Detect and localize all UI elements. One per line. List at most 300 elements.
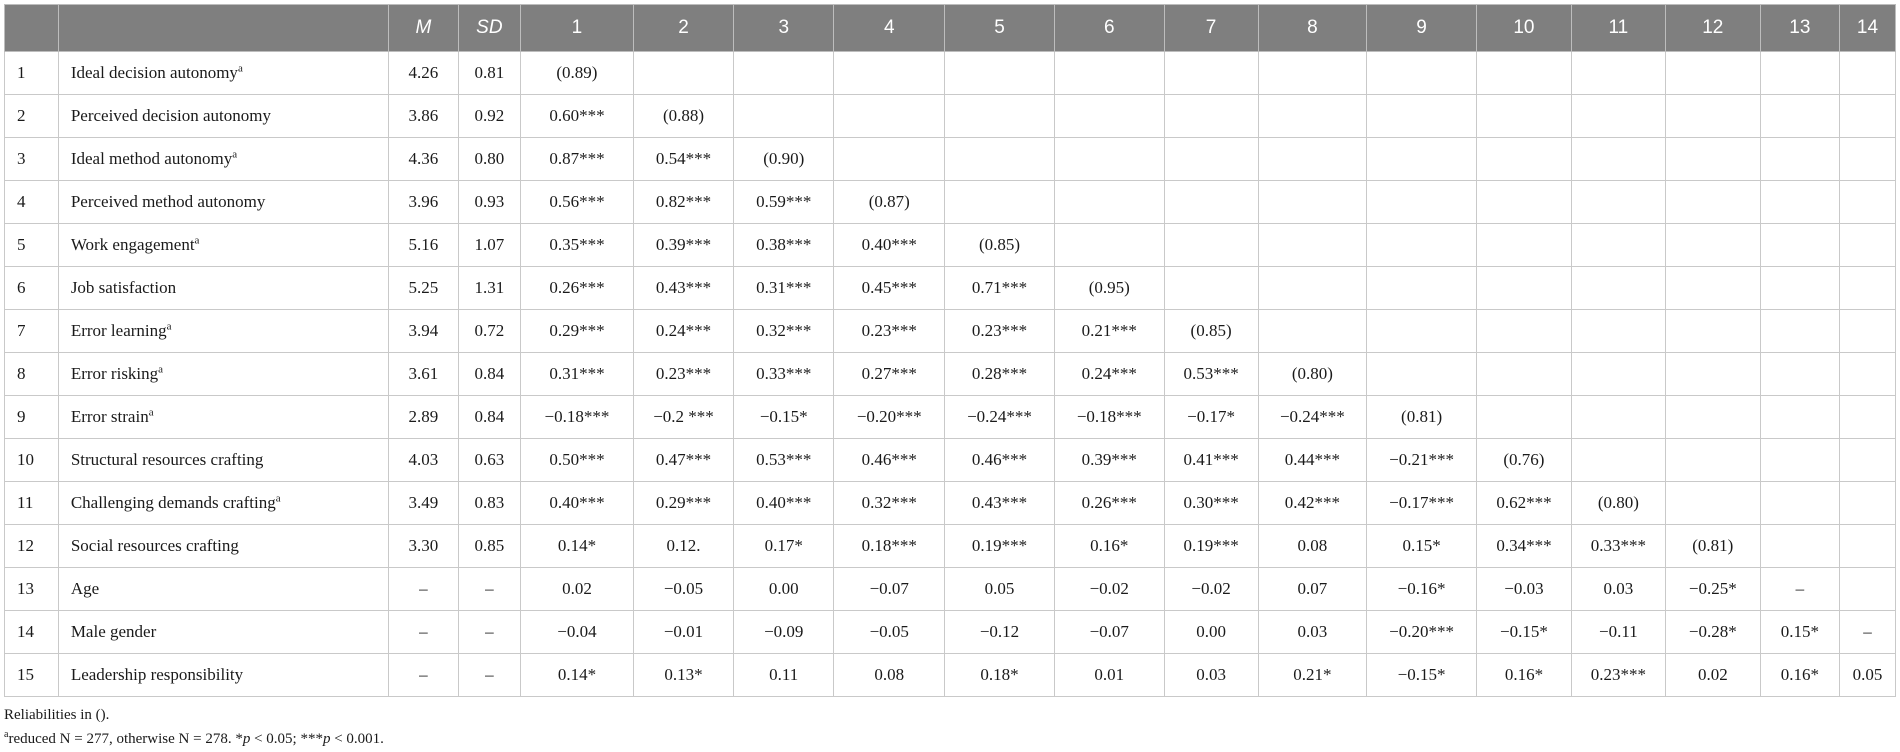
correlation-cell bbox=[1367, 310, 1477, 353]
header-row bbox=[5, 5, 1896, 52]
mean-cell: 4.36 bbox=[389, 138, 459, 181]
correlation-cell: −0.21*** bbox=[1367, 439, 1477, 482]
correlation-cell: (0.88) bbox=[633, 95, 733, 138]
mean-cell: 3.94 bbox=[389, 310, 459, 353]
correlation-cell bbox=[1054, 95, 1164, 138]
sd-cell: 0.93 bbox=[458, 181, 520, 224]
correlation-cell bbox=[1571, 396, 1665, 439]
correlation-cell bbox=[1367, 267, 1477, 310]
variable-name bbox=[58, 568, 388, 611]
correlation-cell bbox=[1476, 396, 1571, 439]
table-row bbox=[5, 138, 1896, 181]
correlation-cell: 0.31*** bbox=[734, 267, 834, 310]
sd-cell: 0.84 bbox=[458, 353, 520, 396]
correlation-cell: 0.07 bbox=[1258, 568, 1367, 611]
correlation-cell bbox=[1571, 439, 1665, 482]
table-row bbox=[5, 353, 1896, 396]
footnote-marker: a bbox=[158, 363, 164, 376]
correlation-cell: 0.24*** bbox=[1054, 353, 1164, 396]
table-row bbox=[5, 396, 1896, 439]
correlation-cell bbox=[1571, 138, 1665, 181]
correlation-cell: 0.44*** bbox=[1258, 439, 1367, 482]
row-index: 3 bbox=[5, 138, 59, 181]
correlation-cell bbox=[1367, 353, 1477, 396]
correlation-cell: 0.15* bbox=[1367, 525, 1477, 568]
variable-name bbox=[58, 439, 388, 482]
correlation-cell bbox=[1476, 267, 1571, 310]
column-header: 6 bbox=[1054, 5, 1164, 52]
correlation-cell: 0.71*** bbox=[945, 267, 1055, 310]
sd-cell: 0.83 bbox=[458, 482, 520, 525]
correlation-cell bbox=[1367, 181, 1477, 224]
table-row bbox=[5, 310, 1896, 353]
correlation-cell bbox=[1665, 396, 1760, 439]
correlation-cell bbox=[1476, 181, 1571, 224]
correlation-cell: (0.95) bbox=[1054, 267, 1164, 310]
correlation-cell: −0.01 bbox=[633, 611, 733, 654]
mean-cell: – bbox=[389, 654, 459, 697]
correlation-cell: 0.39*** bbox=[1054, 439, 1164, 482]
correlation-cell: 0.60*** bbox=[520, 95, 633, 138]
correlation-cell: 0.32*** bbox=[734, 310, 834, 353]
correlation-cell: −0.07 bbox=[1054, 611, 1164, 654]
correlation-cell: (0.81) bbox=[1367, 396, 1477, 439]
row-index: 2 bbox=[5, 95, 59, 138]
correlation-cell: 0.03 bbox=[1258, 611, 1367, 654]
correlation-cell: −0.12 bbox=[945, 611, 1055, 654]
note-superscript: a bbox=[4, 729, 9, 740]
row-index: 11 bbox=[5, 482, 59, 525]
correlation-cell bbox=[1760, 138, 1839, 181]
correlation-cell: 0.14* bbox=[520, 654, 633, 697]
column-header: 12 bbox=[1665, 5, 1760, 52]
note-sample-size bbox=[4, 727, 1896, 751]
correlation-cell: −0.05 bbox=[633, 568, 733, 611]
correlation-cell: 0.23*** bbox=[1571, 654, 1665, 697]
row-index: 4 bbox=[5, 181, 59, 224]
correlation-cell: −0.17*** bbox=[1367, 482, 1477, 525]
correlation-cell: 0.24*** bbox=[633, 310, 733, 353]
correlation-cell: −0.2 *** bbox=[633, 396, 733, 439]
table-row bbox=[5, 525, 1896, 568]
correlation-cell: 0.29*** bbox=[520, 310, 633, 353]
correlation-cell bbox=[1839, 267, 1895, 310]
correlation-cell: 0.43*** bbox=[633, 267, 733, 310]
variable-label: Error risking bbox=[70, 364, 159, 383]
variable-label: Ideal method autonomy bbox=[70, 149, 233, 168]
correlation-cell bbox=[734, 95, 834, 138]
correlation-cell bbox=[834, 52, 945, 95]
mean-cell: 4.03 bbox=[389, 439, 459, 482]
correlation-cell bbox=[834, 138, 945, 181]
variable-name bbox=[58, 181, 388, 224]
correlation-cell: 0.23*** bbox=[834, 310, 945, 353]
correlation-cell bbox=[1258, 267, 1367, 310]
correlation-cell: 0.38*** bbox=[734, 224, 834, 267]
correlation-cell bbox=[1476, 52, 1571, 95]
table-row bbox=[5, 654, 1896, 697]
correlation-cell bbox=[1054, 224, 1164, 267]
correlation-cell: 0.08 bbox=[834, 654, 945, 697]
table-row bbox=[5, 611, 1896, 654]
correlation-cell: 0.16* bbox=[1476, 654, 1571, 697]
mean-cell: 3.96 bbox=[389, 181, 459, 224]
column-header: 8 bbox=[1258, 5, 1367, 52]
row-index: 9 bbox=[5, 396, 59, 439]
mean-cell: 3.30 bbox=[389, 525, 459, 568]
row-index: 6 bbox=[5, 267, 59, 310]
correlation-cell bbox=[1760, 95, 1839, 138]
mean-cell: – bbox=[389, 611, 459, 654]
column-header: 4 bbox=[834, 5, 945, 52]
variable-label: Work engagement bbox=[70, 235, 195, 254]
correlation-cell bbox=[1839, 439, 1895, 482]
variable-label: Error strain bbox=[70, 407, 149, 426]
correlation-cell bbox=[1839, 482, 1895, 525]
correlation-cell: 0.02 bbox=[520, 568, 633, 611]
correlation-cell: 0.13* bbox=[633, 654, 733, 697]
correlation-cell: 0.56*** bbox=[520, 181, 633, 224]
correlation-cell bbox=[1476, 138, 1571, 181]
correlation-cell bbox=[1164, 52, 1258, 95]
correlation-cell bbox=[1839, 181, 1895, 224]
column-header bbox=[58, 5, 388, 52]
correlation-cell bbox=[1839, 396, 1895, 439]
mean-cell: 4.26 bbox=[389, 52, 459, 95]
correlation-cell: 0.05 bbox=[1839, 654, 1895, 697]
correlation-cell bbox=[1760, 482, 1839, 525]
correlation-cell bbox=[1164, 181, 1258, 224]
variable-name bbox=[58, 52, 388, 95]
sd-cell: – bbox=[458, 611, 520, 654]
table-row bbox=[5, 52, 1896, 95]
correlation-cell: 0.26*** bbox=[520, 267, 633, 310]
correlation-cell: 0.34*** bbox=[1476, 525, 1571, 568]
variable-label: Perceived decision autonomy bbox=[70, 106, 271, 125]
correlation-cell: 0.03 bbox=[1164, 654, 1258, 697]
correlation-cell: 0.40*** bbox=[734, 482, 834, 525]
correlation-cell bbox=[1665, 482, 1760, 525]
sd-cell: 0.80 bbox=[458, 138, 520, 181]
row-index: 12 bbox=[5, 525, 59, 568]
correlation-cell: −0.03 bbox=[1476, 568, 1571, 611]
correlation-cell bbox=[1054, 181, 1164, 224]
column-header: 10 bbox=[1476, 5, 1571, 52]
variable-label: Leadership responsibility bbox=[70, 665, 244, 684]
footnote-marker: a bbox=[166, 320, 172, 333]
mean-cell: 2.89 bbox=[389, 396, 459, 439]
row-index: 8 bbox=[5, 353, 59, 396]
note-text-c: < 0.001. bbox=[330, 731, 384, 747]
correlation-cell: (0.90) bbox=[734, 138, 834, 181]
correlation-cell: −0.02 bbox=[1054, 568, 1164, 611]
row-index: 10 bbox=[5, 439, 59, 482]
column-header bbox=[5, 5, 59, 52]
correlation-cell bbox=[1164, 267, 1258, 310]
correlation-cell bbox=[1258, 138, 1367, 181]
correlation-cell: 0.35*** bbox=[520, 224, 633, 267]
correlation-cell: −0.04 bbox=[520, 611, 633, 654]
correlation-cell: −0.28* bbox=[1665, 611, 1760, 654]
correlation-cell: 0.41*** bbox=[1164, 439, 1258, 482]
correlation-cell: 0.33*** bbox=[734, 353, 834, 396]
table-row bbox=[5, 181, 1896, 224]
correlation-cell: 0.45*** bbox=[834, 267, 945, 310]
note-text-b: < 0.05; *** bbox=[250, 731, 323, 747]
variable-name bbox=[58, 396, 388, 439]
mean-cell: – bbox=[389, 568, 459, 611]
correlation-cell bbox=[1571, 310, 1665, 353]
correlation-cell: −0.24*** bbox=[945, 396, 1055, 439]
variable-label: Error learning bbox=[70, 321, 167, 340]
row-index: 1 bbox=[5, 52, 59, 95]
correlation-cell bbox=[1760, 181, 1839, 224]
correlation-cell bbox=[1839, 310, 1895, 353]
correlation-cell: 0.42*** bbox=[1258, 482, 1367, 525]
correlation-cell: – bbox=[1760, 568, 1839, 611]
correlation-cell bbox=[1476, 353, 1571, 396]
correlation-cell: (0.81) bbox=[1665, 525, 1760, 568]
correlation-cell bbox=[1760, 267, 1839, 310]
correlation-cell: −0.11 bbox=[1571, 611, 1665, 654]
correlation-cell bbox=[1367, 95, 1477, 138]
correlation-cell bbox=[1571, 95, 1665, 138]
correlation-cell bbox=[1164, 224, 1258, 267]
mean-cell: 3.86 bbox=[389, 95, 459, 138]
correlation-cell: 0.01 bbox=[1054, 654, 1164, 697]
variable-name bbox=[58, 267, 388, 310]
table-container bbox=[4, 4, 1896, 751]
table-notes bbox=[4, 703, 1896, 751]
correlation-cell: 0.05 bbox=[945, 568, 1055, 611]
correlation-cell bbox=[1258, 310, 1367, 353]
correlation-cell bbox=[734, 52, 834, 95]
correlation-cell bbox=[1164, 138, 1258, 181]
row-index: 7 bbox=[5, 310, 59, 353]
correlation-cell: 0.28*** bbox=[945, 353, 1055, 396]
correlation-cell bbox=[1665, 52, 1760, 95]
correlation-cell bbox=[1258, 181, 1367, 224]
correlation-cell: −0.18*** bbox=[520, 396, 633, 439]
variable-name bbox=[58, 482, 388, 525]
variable-name bbox=[58, 138, 388, 181]
footnote-marker: a bbox=[148, 406, 154, 419]
table-row bbox=[5, 568, 1896, 611]
correlation-cell: (0.89) bbox=[520, 52, 633, 95]
correlation-cell: 0.23*** bbox=[633, 353, 733, 396]
variable-name bbox=[58, 95, 388, 138]
correlation-cell bbox=[1476, 224, 1571, 267]
sd-cell: 0.72 bbox=[458, 310, 520, 353]
correlation-cell bbox=[1760, 396, 1839, 439]
correlation-cell bbox=[945, 52, 1055, 95]
column-header: 5 bbox=[945, 5, 1055, 52]
sd-cell: 0.81 bbox=[458, 52, 520, 95]
correlation-cell: 0.02 bbox=[1665, 654, 1760, 697]
correlation-cell bbox=[1760, 52, 1839, 95]
table-row bbox=[5, 224, 1896, 267]
correlation-cell bbox=[1760, 310, 1839, 353]
mean-cell: 5.25 bbox=[389, 267, 459, 310]
correlation-cell bbox=[1665, 138, 1760, 181]
correlation-cell: 0.59*** bbox=[734, 181, 834, 224]
row-index: 15 bbox=[5, 654, 59, 697]
correlation-cell: 0.53*** bbox=[734, 439, 834, 482]
correlation-cell bbox=[1665, 310, 1760, 353]
mean-cell: 5.16 bbox=[389, 224, 459, 267]
correlation-cell: (0.87) bbox=[834, 181, 945, 224]
correlation-cell bbox=[1839, 568, 1895, 611]
note-reliabilities: Reliabilities in (). bbox=[4, 707, 110, 723]
mean-cell: 3.61 bbox=[389, 353, 459, 396]
row-index: 5 bbox=[5, 224, 59, 267]
correlation-cell: 0.16* bbox=[1760, 654, 1839, 697]
variable-name bbox=[58, 525, 388, 568]
correlation-cell: 0.27*** bbox=[834, 353, 945, 396]
correlation-cell: −0.05 bbox=[834, 611, 945, 654]
correlation-cell: 0.46*** bbox=[945, 439, 1055, 482]
table-row bbox=[5, 482, 1896, 525]
correlation-cell bbox=[1665, 181, 1760, 224]
sd-cell: 0.84 bbox=[458, 396, 520, 439]
correlation-cell bbox=[1367, 138, 1477, 181]
correlation-cell: 0.18* bbox=[945, 654, 1055, 697]
correlation-cell bbox=[1839, 52, 1895, 95]
correlation-cell bbox=[633, 52, 733, 95]
variable-label: Job satisfaction bbox=[70, 278, 177, 297]
column-header: 11 bbox=[1571, 5, 1665, 52]
correlation-cell: −0.20*** bbox=[1367, 611, 1477, 654]
correlation-cell: 0.21* bbox=[1258, 654, 1367, 697]
sd-cell: 0.92 bbox=[458, 95, 520, 138]
correlation-cell: 0.40*** bbox=[520, 482, 633, 525]
footnote-marker: a bbox=[237, 62, 243, 75]
correlation-cell: 0.16* bbox=[1054, 525, 1164, 568]
correlation-cell: −0.09 bbox=[734, 611, 834, 654]
correlation-cell: 0.12. bbox=[633, 525, 733, 568]
correlation-cell bbox=[1665, 439, 1760, 482]
table-row bbox=[5, 95, 1896, 138]
correlation-cell: 0.14* bbox=[520, 525, 633, 568]
correlation-cell bbox=[945, 95, 1055, 138]
correlation-cell bbox=[1839, 138, 1895, 181]
footnote-marker: a bbox=[194, 234, 200, 247]
correlation-cell bbox=[1571, 52, 1665, 95]
correlation-cell: (0.80) bbox=[1258, 353, 1367, 396]
correlation-cell bbox=[834, 95, 945, 138]
note-p-symbol: p bbox=[242, 731, 251, 747]
correlation-cell: 0.23*** bbox=[945, 310, 1055, 353]
correlation-cell bbox=[1839, 224, 1895, 267]
correlation-cell: −0.24*** bbox=[1258, 396, 1367, 439]
correlation-cell: 0.46*** bbox=[834, 439, 945, 482]
correlation-cell: (0.85) bbox=[1164, 310, 1258, 353]
correlation-cell: 0.39*** bbox=[633, 224, 733, 267]
column-header: 14 bbox=[1839, 5, 1895, 52]
correlation-table bbox=[4, 4, 1896, 697]
correlation-cell bbox=[1367, 224, 1477, 267]
variable-label: Male gender bbox=[70, 622, 157, 641]
correlation-cell bbox=[1760, 224, 1839, 267]
correlation-cell bbox=[1258, 52, 1367, 95]
note-text-a: reduced N = 277, otherwise N = 278. * bbox=[8, 731, 243, 747]
correlation-cell bbox=[1665, 267, 1760, 310]
correlation-cell bbox=[1760, 353, 1839, 396]
correlation-cell bbox=[1665, 95, 1760, 138]
variable-label: Social resources crafting bbox=[70, 536, 239, 555]
row-index: 14 bbox=[5, 611, 59, 654]
column-header: 13 bbox=[1760, 5, 1839, 52]
correlation-cell bbox=[1839, 353, 1895, 396]
correlation-cell bbox=[1571, 267, 1665, 310]
column-header: 3 bbox=[734, 5, 834, 52]
correlation-cell bbox=[1665, 353, 1760, 396]
correlation-cell: −0.15* bbox=[1476, 611, 1571, 654]
variable-name bbox=[58, 310, 388, 353]
variable-name bbox=[58, 611, 388, 654]
correlation-cell: 0.87*** bbox=[520, 138, 633, 181]
correlation-cell: −0.07 bbox=[834, 568, 945, 611]
correlation-cell bbox=[1367, 52, 1477, 95]
correlation-cell: (0.85) bbox=[945, 224, 1055, 267]
correlation-cell: 0.29*** bbox=[633, 482, 733, 525]
table-row bbox=[5, 267, 1896, 310]
correlation-cell: 0.21*** bbox=[1054, 310, 1164, 353]
correlation-cell: 0.47*** bbox=[633, 439, 733, 482]
correlation-cell bbox=[1164, 95, 1258, 138]
footnote-marker: a bbox=[275, 492, 281, 505]
correlation-cell: 0.54*** bbox=[633, 138, 733, 181]
column-header: 1 bbox=[520, 5, 633, 52]
row-index: 13 bbox=[5, 568, 59, 611]
correlation-cell: 0.30*** bbox=[1164, 482, 1258, 525]
correlation-cell: −0.25* bbox=[1665, 568, 1760, 611]
correlation-cell bbox=[945, 138, 1055, 181]
correlation-cell: (0.76) bbox=[1476, 439, 1571, 482]
correlation-cell: 0.43*** bbox=[945, 482, 1055, 525]
correlation-cell: 0.19*** bbox=[1164, 525, 1258, 568]
correlation-cell: 0.50*** bbox=[520, 439, 633, 482]
correlation-cell bbox=[945, 181, 1055, 224]
correlation-cell: – bbox=[1839, 611, 1895, 654]
correlation-cell: 0.53*** bbox=[1164, 353, 1258, 396]
correlation-cell: 0.31*** bbox=[520, 353, 633, 396]
variable-name bbox=[58, 353, 388, 396]
variable-label: Perceived method autonomy bbox=[70, 192, 266, 211]
footnote-marker: a bbox=[232, 148, 238, 161]
variable-name bbox=[58, 224, 388, 267]
sd-cell: – bbox=[458, 654, 520, 697]
correlation-cell: −0.20*** bbox=[834, 396, 945, 439]
correlation-cell bbox=[1476, 310, 1571, 353]
correlation-cell: 0.26*** bbox=[1054, 482, 1164, 525]
table-row bbox=[5, 439, 1896, 482]
variable-label: Ideal decision autonomy bbox=[70, 63, 238, 82]
correlation-cell bbox=[1571, 224, 1665, 267]
column-header: 9 bbox=[1367, 5, 1477, 52]
correlation-cell bbox=[1258, 95, 1367, 138]
correlation-cell: 0.82*** bbox=[633, 181, 733, 224]
correlation-cell bbox=[1839, 95, 1895, 138]
correlation-cell: 0.00 bbox=[734, 568, 834, 611]
column-header: M bbox=[389, 5, 459, 52]
correlation-cell bbox=[1258, 224, 1367, 267]
correlation-cell: (0.80) bbox=[1571, 482, 1665, 525]
variable-label: Structural resources crafting bbox=[70, 450, 264, 469]
sd-cell: 0.63 bbox=[458, 439, 520, 482]
correlation-cell: 0.08 bbox=[1258, 525, 1367, 568]
sd-cell: 0.85 bbox=[458, 525, 520, 568]
